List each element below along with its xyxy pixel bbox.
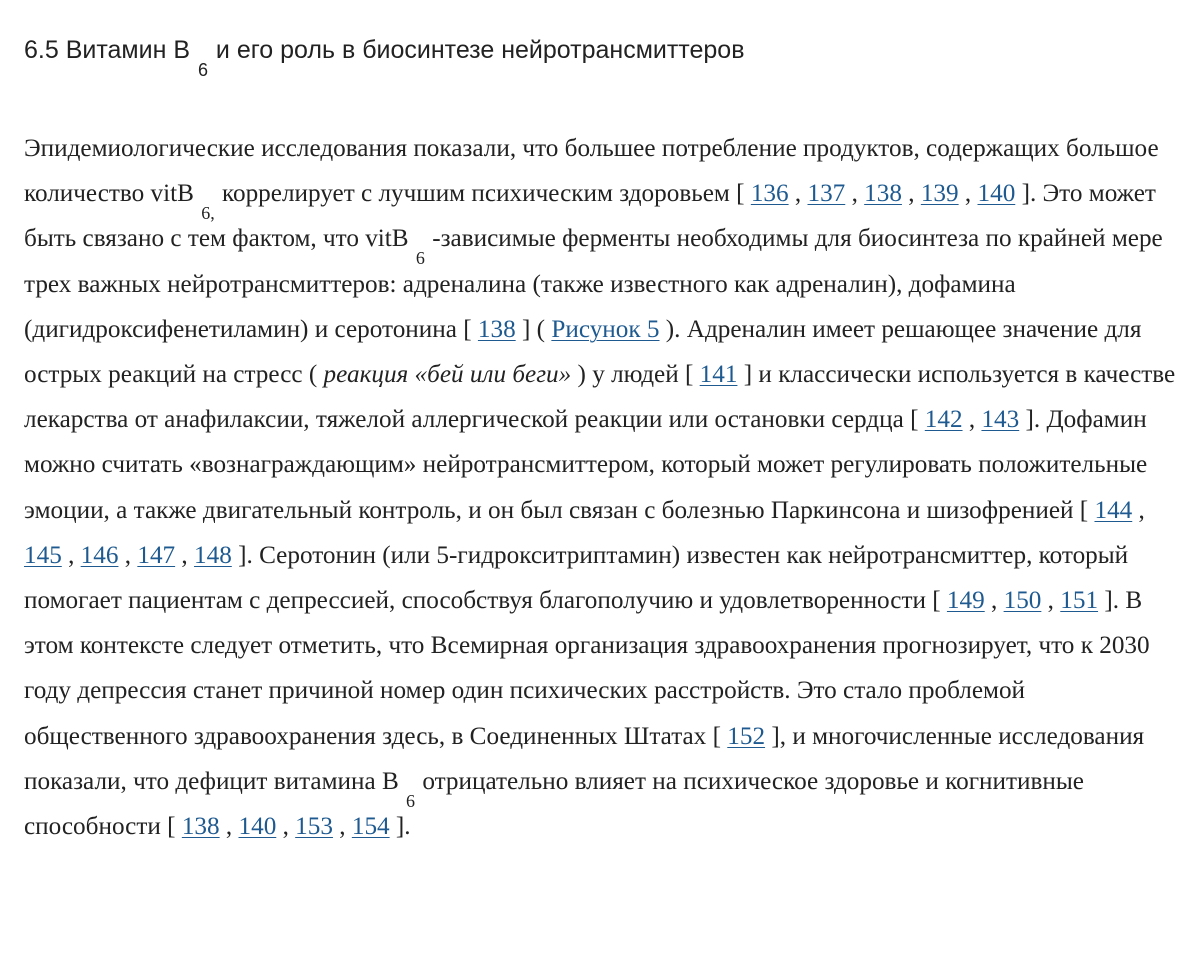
citation-link-144[interactable]: 144 — [1094, 496, 1133, 524]
figure-link[interactable]: Рисунок 5 — [551, 315, 660, 343]
text-segment: -зависимые ферменты необходимы для биосинтеза по крайней мере трех важных нейротрансмиттеров: адреналина (также известного как адреналин), дофамина (дигидроксифенетиламин) и серотонина [ — [24, 225, 1163, 343]
citation-link-136[interactable]: 136 — [750, 180, 789, 208]
citation-link-147[interactable]: 147 — [137, 541, 176, 569]
citation-link-150[interactable]: 150 — [1003, 587, 1042, 615]
text-segment: отрицательно влияет на психическое здоровье и когнитивные способности [ — [24, 767, 1084, 841]
text-segment: ], и многочисленные исследования показали, что дефицит витамина B — [24, 722, 1145, 795]
citation-link-138[interactable]: 138 — [477, 315, 516, 343]
comma: , — [282, 813, 289, 841]
citation-link-140[interactable]: 140 — [977, 180, 1016, 208]
citation-link-142[interactable]: 142 — [924, 406, 963, 434]
comma: , — [794, 180, 802, 208]
section-title-prefix: 6.5 Витамин B — [24, 36, 190, 64]
body-paragraph — [24, 126, 1186, 849]
citation-link-151[interactable]: 151 — [1060, 587, 1099, 615]
comma: , — [1138, 496, 1145, 524]
text-segment: коррелирует с лучшим психическим здоровьем [ — [222, 180, 745, 208]
subscript: 6 — [406, 790, 416, 811]
comma: , — [991, 587, 998, 615]
text-segment: ]. В этом контексте следует отметить, что Всемирная организация здравоохранения прогнозирует, что к 2030 году депрессия станет причиной номер один психических расстройств. Это стало проблемой общественного здравоохранения здесь, в Соединенных Штатах [ — [24, 587, 1150, 750]
text-segment: Эпидемиологические исследования показали, что большее потребление продуктов, содержащих большое количество vitB — [24, 135, 1159, 208]
comma: , — [181, 541, 188, 569]
text-segment: ] ( — [521, 315, 546, 343]
citation-link-141[interactable]: 141 — [699, 361, 738, 389]
citation-link-148[interactable]: 148 — [194, 541, 232, 569]
comma: , — [851, 180, 858, 208]
citation-link-143[interactable]: 143 — [981, 406, 1020, 434]
citation-link-138[interactable]: 138 — [864, 180, 902, 208]
text-segment: ]. — [395, 813, 411, 841]
comma: , — [908, 180, 915, 208]
text-segment: ]. Дофамин можно считать «вознаграждающим» нейротрансмиттером, который может регулировать положительные эмоции, а также двигательный контроль, и он был связан с болезнью Паркинсона и шизофренией [ — [24, 406, 1148, 524]
comma: , — [124, 541, 132, 569]
citation-link-153[interactable]: 153 — [295, 813, 333, 841]
comma: , — [225, 813, 233, 841]
citation-link-146[interactable]: 146 — [80, 541, 119, 569]
text-segment: ). Адреналин имеет решающее значение для острых реакций на стресс ( — [24, 315, 1142, 389]
comma: , — [964, 180, 972, 208]
section-title-subscript: 6 — [197, 60, 208, 80]
comma: , — [968, 406, 976, 434]
subscript: 6 — [415, 248, 425, 269]
comma: , — [339, 813, 346, 841]
citation-link-152[interactable]: 152 — [727, 722, 766, 750]
text-segment: ]. Серотонин (или 5-гидрокситриптамин) известен как нейротрансмиттер, который помогает пациентам с депрессией, способствуя благополучию и удовлетворенности [ — [24, 541, 1129, 615]
comma: , — [1047, 587, 1054, 615]
text-segment: ] и классически используется в качестве лекарства от анафилаксии, тяжелой аллергической реакции или остановки сердца [ — [24, 361, 1176, 434]
italic-phrase: реакция «бей или беги» — [323, 361, 572, 389]
text-segment: ]. Это может быть связано с тем фактом, что vitB — [24, 180, 1156, 253]
citation-link-149[interactable]: 149 — [946, 587, 985, 615]
text-segment: ) у людей [ — [577, 361, 694, 389]
citation-link-145[interactable]: 145 — [24, 541, 62, 569]
citation-link-138[interactable]: 138 — [181, 813, 220, 841]
subscript: 6, — [201, 203, 215, 224]
citation-link-137[interactable]: 137 — [807, 180, 846, 208]
citation-link-139[interactable]: 139 — [920, 180, 959, 208]
comma: , — [68, 541, 75, 569]
citation-link-140[interactable]: 140 — [238, 813, 277, 841]
section-title — [24, 33, 745, 80]
citation-link-154[interactable]: 154 — [351, 813, 390, 841]
section-title-suffix: и его роль в биосинтезе нейротрансмиттеров — [215, 36, 745, 64]
